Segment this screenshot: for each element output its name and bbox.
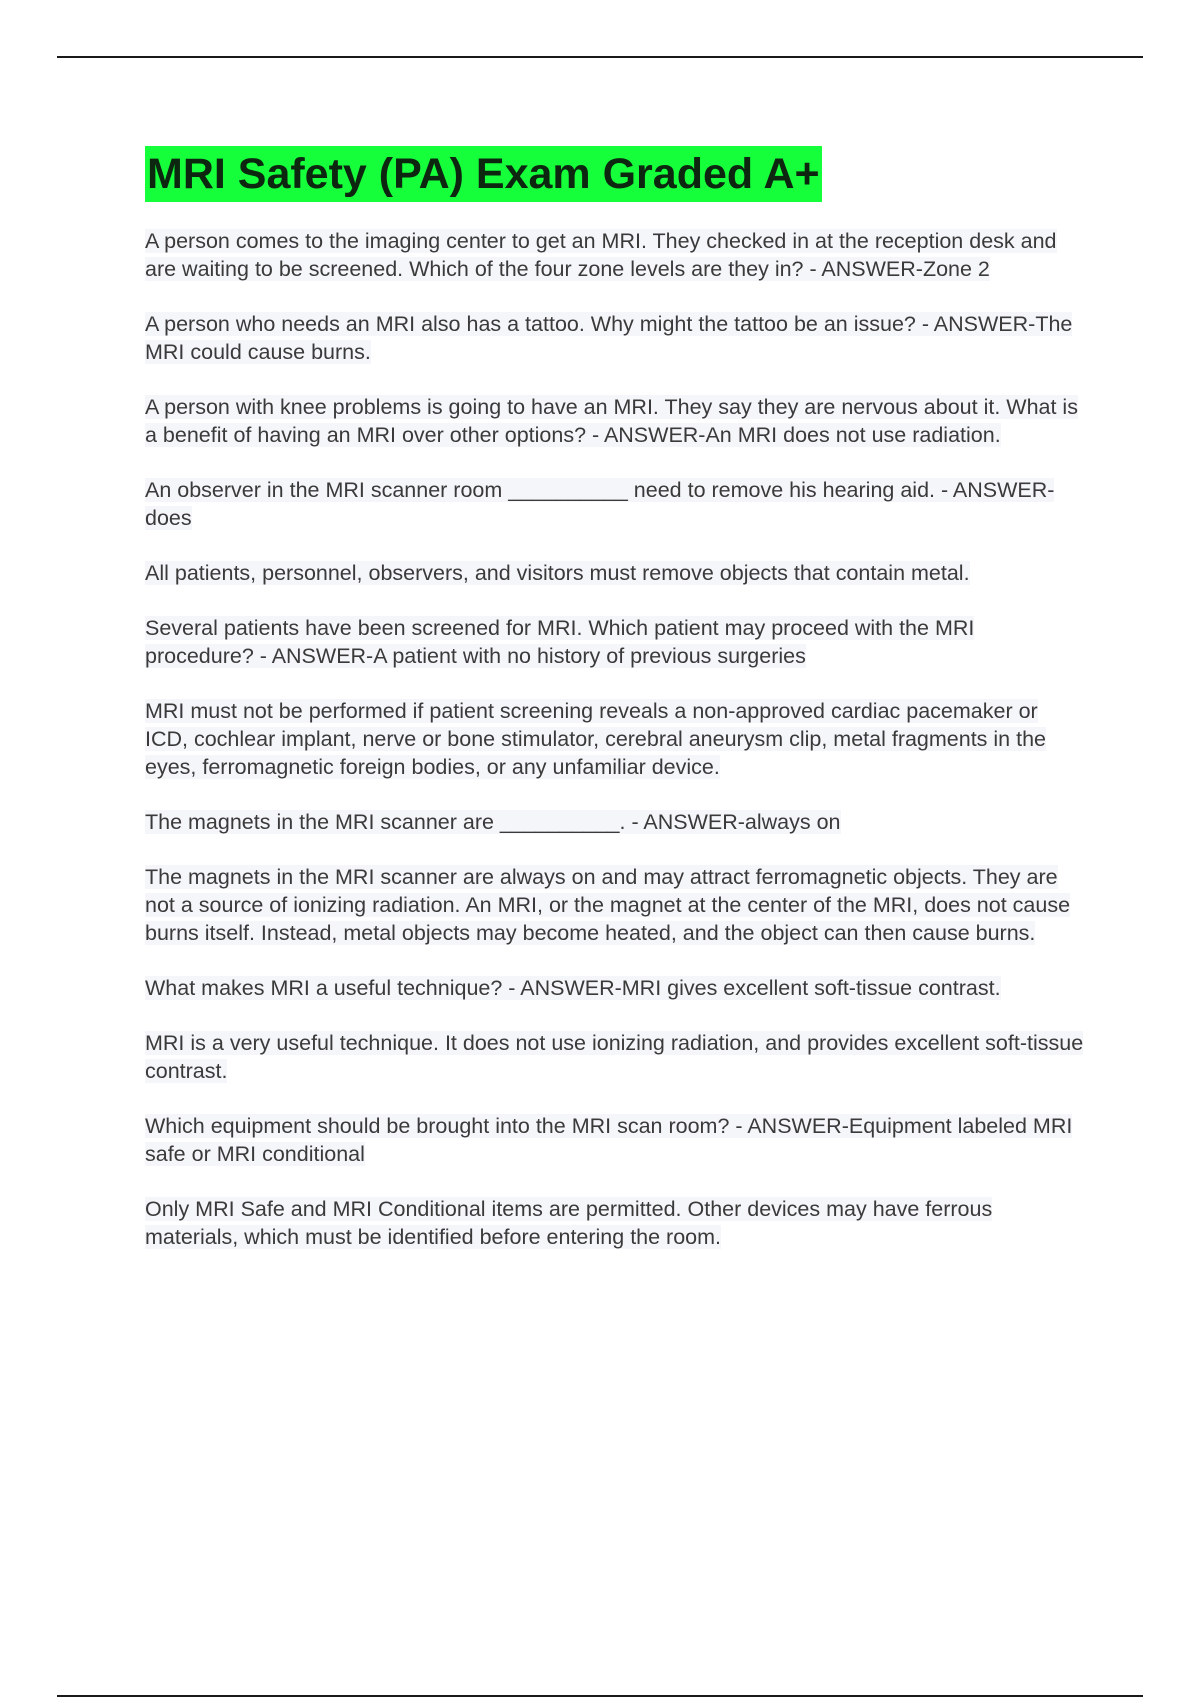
paragraph: [145, 974, 1085, 1002]
paragraph-text: MRI is a very useful technique. It does not use ionizing radiation, and provides excellent soft-tissue contrast.: [145, 1031, 1084, 1083]
document-body: [145, 146, 1085, 1278]
bottom-rule: [57, 1695, 1143, 1697]
paragraph-text: A person with knee problems is going to have an MRI. They say they are nervous about it. What is a benefit of having an MRI over other options? - ANSWER-An MRI does not use radiation.: [145, 395, 1078, 447]
paragraph: [145, 614, 1085, 670]
paragraph-text: The magnets in the MRI scanner are always on and may attract ferromagnetic objects. They are not a source of ionizing radiation. An MRI, or the magnet at the center of the MRI, does not cause burns itself. Instead, metal objects may become heated, and the object can then cause burns.: [145, 865, 1071, 945]
paragraph-text: All patients, personnel, observers, and visitors must remove objects that contain metal.: [145, 561, 970, 585]
top-rule: [57, 56, 1143, 58]
paragraph: [145, 310, 1085, 366]
paragraph-text: What makes MRI a useful technique? - ANSWER-MRI gives excellent soft-tissue contrast.: [145, 976, 1001, 1000]
paragraph: [145, 476, 1085, 532]
paragraph: [145, 559, 1085, 587]
paragraph-text: MRI must not be performed if patient screening reveals a non-approved cardiac pacemaker or ICD, cochlear implant, nerve or bone stimulator, cerebral aneurysm clip, metal fragments in the eyes, ferromagnetic foreign bodies, or any unfamiliar device.: [145, 699, 1047, 779]
paragraph: [145, 863, 1085, 947]
paragraph: [145, 1112, 1085, 1168]
paragraph: [145, 808, 1085, 836]
paragraph: [145, 1195, 1085, 1251]
paragraph-text: A person who needs an MRI also has a tattoo. Why might the tattoo be an issue? - ANSWER-The MRI could cause burns.: [145, 312, 1073, 364]
paragraph: [145, 697, 1085, 781]
paragraph: [145, 1029, 1085, 1085]
paragraph-text: The magnets in the MRI scanner are __________. - ANSWER-always on: [145, 810, 841, 834]
paragraph: [145, 227, 1085, 283]
paragraph-text: An observer in the MRI scanner room __________ need to remove his hearing aid. - ANSWER-does: [145, 478, 1055, 530]
paragraph-text: Several patients have been screened for MRI. Which patient may proceed with the MRI procedure? - ANSWER-A patient with no history of previous surgeries: [145, 616, 975, 668]
paragraph: [145, 393, 1085, 449]
page-title: MRI Safety (PA) Exam Graded A+: [145, 146, 822, 202]
paragraph-text: A person comes to the imaging center to get an MRI. They checked in at the reception desk and are waiting to be screened. Which of the four zone levels are they in? - ANSWER-Zone 2: [145, 229, 1057, 281]
paragraph-text: Only MRI Safe and MRI Conditional items are permitted. Other devices may have ferrous materials, which must be identified before entering the room.: [145, 1197, 993, 1249]
paragraph-text: Which equipment should be brought into the MRI scan room? - ANSWER-Equipment labeled MRI safe or MRI conditional: [145, 1114, 1073, 1166]
